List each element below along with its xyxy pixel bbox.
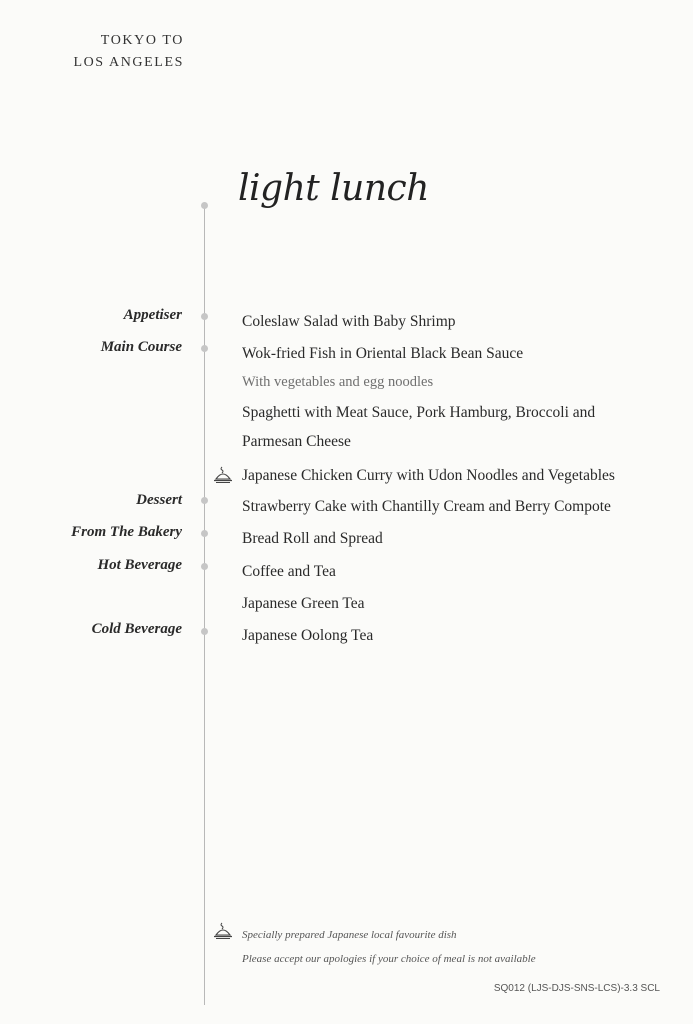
- menu-item: Spaghetti with Meat Sauce, Pork Hamburg, Broccoli and: [242, 404, 596, 421]
- menu-item: Bread Roll and Spread: [242, 530, 383, 547]
- menu-item: Wok-fried Fish in Oriental Black Bean Sauce: [242, 345, 524, 362]
- timeline-dot-cold-beverage: [201, 628, 208, 635]
- menu-item: Strawberry Cake with Chantilly Cream and Berry Compote: [242, 498, 611, 515]
- covered-dish-icon: [213, 922, 233, 940]
- apology-note: Please accept our apologies if your choice of meal is not available: [242, 953, 536, 965]
- menu-code: SQ012 (LJS-DJS-SNS-LCS)-3.3 SCL: [493, 983, 660, 994]
- category-hot-beverage: Hot Beverage: [97, 557, 182, 573]
- covered-dish-icon: [213, 466, 233, 484]
- special-dish-note: Specially prepared Japanese local favourite dish: [242, 929, 457, 941]
- menu-item-description: With vegetables and egg noodles: [242, 374, 434, 390]
- category-dessert: Dessert: [136, 492, 182, 508]
- timeline-dot-title: [201, 202, 208, 209]
- menu-title: light lunch: [238, 168, 429, 209]
- menu-item: Japanese Oolong Tea: [242, 627, 374, 644]
- category-appetiser: Appetiser: [123, 307, 182, 323]
- category-cold-beverage: Cold Beverage: [91, 621, 182, 637]
- category-bakery: From The Bakery: [71, 524, 182, 540]
- category-main-course: Main Course: [100, 339, 182, 355]
- menu-item: Coleslaw Salad with Baby Shrimp: [242, 313, 456, 330]
- timeline-dot-bakery: [201, 530, 208, 537]
- menu-item: Coffee and Tea: [242, 563, 336, 580]
- route-origin: TOKYO TO: [100, 33, 184, 48]
- timeline-dot-appetiser: [201, 313, 208, 320]
- menu-item-continued: Parmesan Cheese: [242, 433, 351, 450]
- timeline-dot-dessert: [201, 497, 208, 504]
- timeline-dot-main-course: [201, 345, 208, 352]
- menu-item: Japanese Green Tea: [242, 595, 365, 612]
- menu-item: Japanese Chicken Curry with Udon Noodles and Vegetables: [242, 467, 615, 484]
- route-destination: LOS ANGELES: [73, 55, 184, 70]
- route-heading: [0, 30, 184, 74]
- menu-timeline: [204, 205, 205, 1005]
- timeline-dot-hot-beverage: [201, 563, 208, 570]
